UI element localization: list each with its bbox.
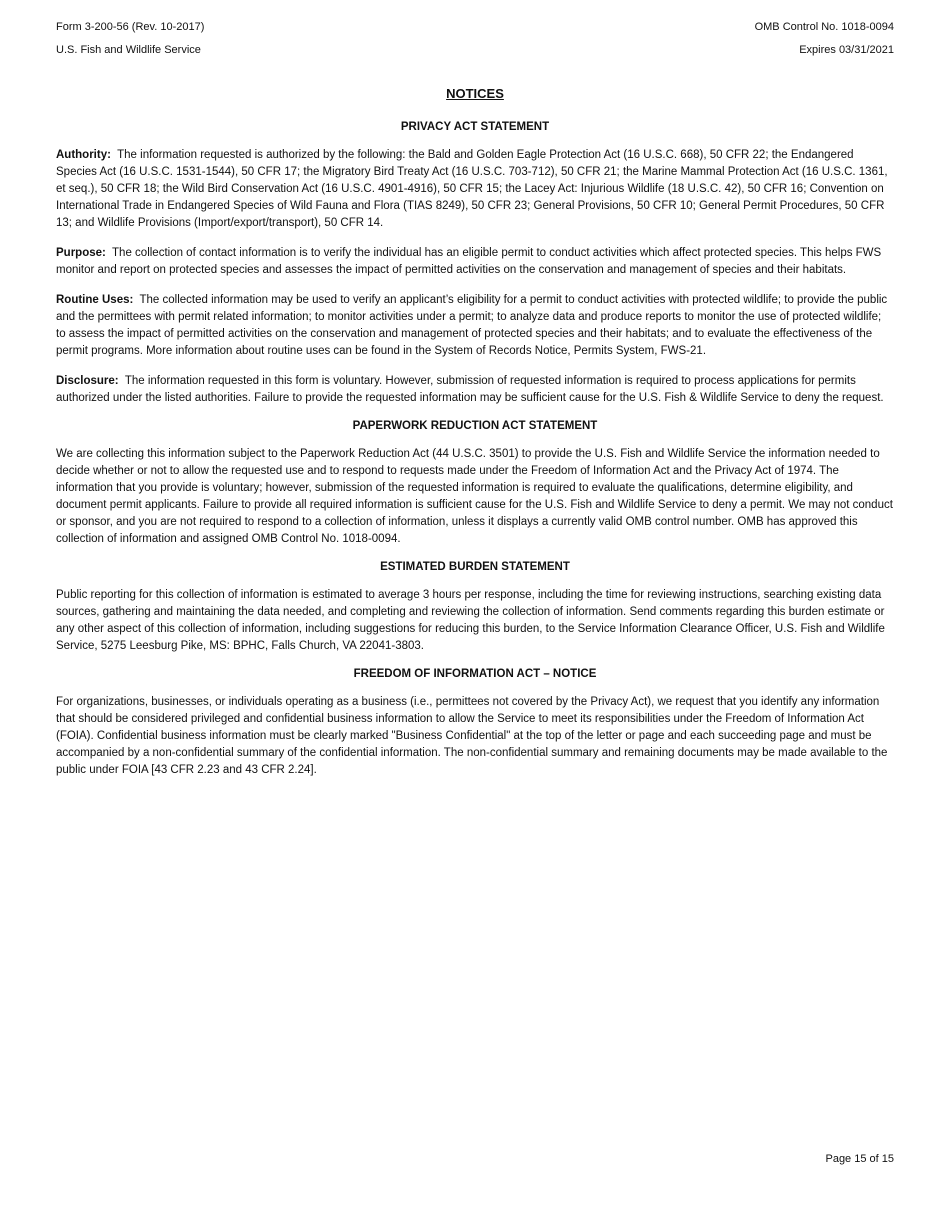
- foia-paragraph: For organizations, businesses, or individuals operating as a business (i.e., permittees not covered by the Privacy Act), we request that you identify any information that should be considered privileged and confidential business information to allow the Service to meet its responsibilities under the Freedom of Information Act (FOIA). Confidential business information must be clearly marked "Business Confidential" at the top of the letter or page and each succeeding page and must be accompanied by a non-confidential summary of the confidential information. The non-confidential summary and remaining documents may be made available to the public under FOIA [43 CFR 2.23 and 43 CFR 2.24].: [56, 696, 888, 776]
- routine-uses-text: The collected information may be used to verify an applicant’s eligibility for a permit to conduct activities with protected wildlife; to provide the public and the permittees with permit related information; to monitor activities under a permit; to analyze data and produce reports to monitor the use of protected wildlife; to assess the impact of permitted activities on the conservation and management of protected species and their habitats; and to evaluate the effectiveness of the permit programs. More information about routine uses can be found in the System of Records Notice, Permits System, FWS-21.: [56, 294, 888, 357]
- disclosure-label: Disclosure:: [56, 375, 119, 387]
- authority-paragraph: [56, 147, 894, 232]
- authority-label: Authority:: [56, 149, 111, 161]
- privacy-act-heading: PRIVACY ACT STATEMENT: [400, 121, 550, 133]
- header-row-2: [56, 43, 894, 57]
- routine-uses-paragraph: [56, 292, 894, 360]
- agency-name: U.S. Fish and Wildlife Service: [56, 44, 201, 56]
- paperwork-reduction-paragraph: We are collecting this information subject to the Paperwork Reduction Act (44 U.S.C. 3501) to provide the U.S. Fish and Wildlife Service the information needed to decide whether or not to allow the requested use and to respond to requests made under the Freedom of Information Act and the Privacy Act of 1974. The information that you provide is voluntary; however, submission of the requested information is required to evaluate the qualifications, determine eligibility, and document permit applicants. Failure to provide all required information is sufficient cause for the U.S. Fish and Wildlife Service to deny a permit. We may not conduct or sponsor, and you are not required to respond to a collection of information, unless it displays a currently valid OMB control number. OMB has approved this collection of information and assigned OMB Control No. 1018-0094.: [56, 448, 893, 545]
- header-row-1: [56, 20, 894, 34]
- estimated-burden-heading: ESTIMATED BURDEN STATEMENT: [380, 561, 570, 573]
- disclosure-text: The information requested in this form is voluntary. However, submission of requested information is required to process applications for permits authorized under the listed authorities. Failure to provide the requested information may be sufficient cause for the U.S. Fish & Wildlife Service to deny the request.: [56, 375, 884, 404]
- purpose-label: Purpose:: [56, 247, 106, 259]
- omb-control-number: OMB Control No. 1018-0094: [754, 21, 894, 33]
- page-number: Page 15 of 15: [825, 1153, 894, 1165]
- estimated-burden-paragraph: Public reporting for this collection of information is estimated to average 3 hours per response, including the time for reviewing instructions, searching existing data sources, gathering and maintaining the data needed, and completing and reviewing the collection of information. Send comments regarding this burden estimate or any other aspect of this collection of information, including suggestions for reducing this burden, to the Service Information Clearance Officer, U.S. Fish and Wildlife Service, 5275 Leesburg Pike, MS: BPHC, Falls Church, VA 22041-3803.: [56, 589, 885, 652]
- paperwork-reduction-heading: PAPERWORK REDUCTION ACT STATEMENT: [352, 420, 598, 432]
- document-page: [56, 20, 894, 792]
- page-title: NOTICES: [446, 86, 504, 101]
- authority-text: The information requested is authorized by the following: the Bald and Golden Eagle Protection Act (16 U.S.C. 668), 50 CFR 22; the Endangered Species Act (16 U.S.C. 1531-1544), 50 CFR 17; the Migratory Bird Treaty Act (16 U.S.C. 703-712), 50 CFR 21; the Marine Mammal Protection Act (16 U.S.C. 1361, et seq.), 50 CFR 18; the Wild Bird Conservation Act (16 U.S.C. 4901-4916), 50 CFR 15; the Lacey Act: Injurious Wildlife (18 U.S.C. 42), 50 CFR 16; Convention on International Trade in Endangered Species of Wild Fauna and Flora (TIAS 8249), 50 CFR 23; General Provisions, 50 CFR 10; General Permit Procedures, 50 CFR 13; and Wildlife Provisions (Import/export/transport), 50 CFR 14.: [56, 149, 888, 229]
- disclosure-paragraph: [56, 373, 894, 407]
- form-number: Form 3-200-56 (Rev. 10-2017): [56, 21, 205, 33]
- foia-heading: FREEDOM OF INFORMATION ACT – NOTICE: [353, 668, 597, 680]
- expiration-date: Expires 03/31/2021: [799, 44, 894, 56]
- routine-uses-label: Routine Uses:: [56, 294, 134, 306]
- purpose-paragraph: [56, 245, 894, 279]
- purpose-text: The collection of contact information is to verify the individual has an eligible permit to conduct activities which affect protected species. This helps FWS monitor and report on protected species and assesses the impact of permitted activities on the conservation and management of species and their habitats.: [56, 247, 882, 276]
